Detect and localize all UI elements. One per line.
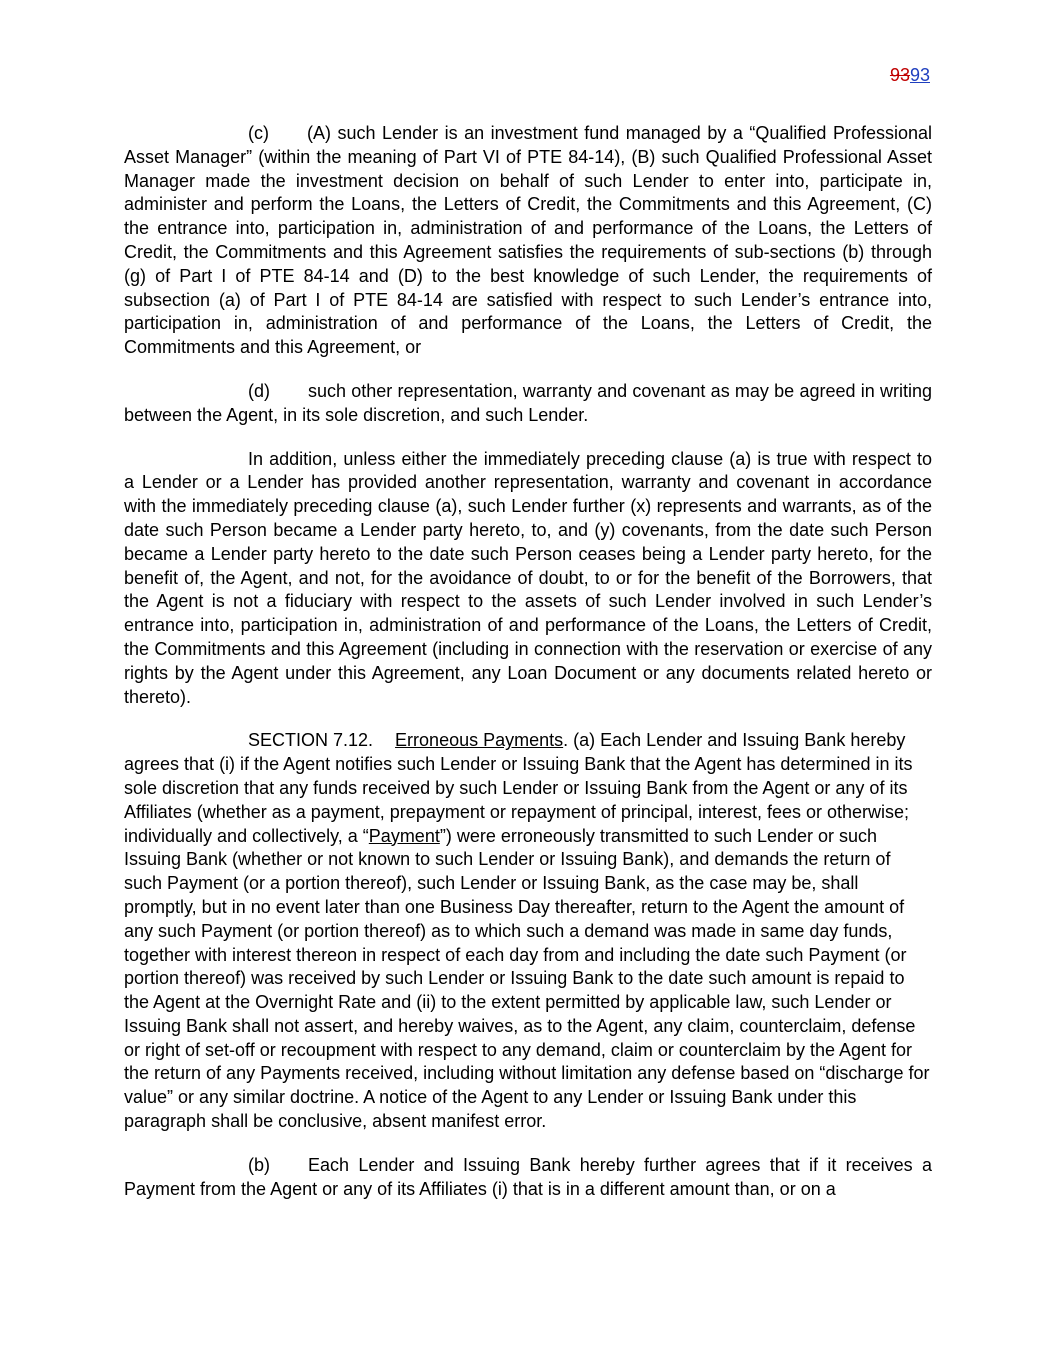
section-text-part-1: . (a) Each Lender and Issuing Bank hereby agrees that (i) if the Agent notifies such Lender or Issuing Bank that the Agent has determined in its sole discretion that any funds received by such Lender or Issuing Bank from the Agent or any of its Affiliates (whether as a payment, prepayment or repayment of principal, interest, fees or otherwise; individually and collectively, a “ bbox=[124, 730, 913, 846]
paragraph-d bbox=[124, 380, 932, 428]
document-body bbox=[124, 122, 932, 1221]
paragraph-b-label: (b) bbox=[248, 1154, 270, 1175]
page-number-inserted: 93 bbox=[909, 65, 930, 85]
paragraph-in-addition bbox=[124, 448, 932, 710]
paragraph-d-text: such other representation, warranty and covenant as may be agreed in writing between the Agent, in its sole discretion, and such Lender. bbox=[124, 380, 932, 425]
section-title: Erroneous Payments bbox=[395, 730, 564, 751]
section-number: SECTION 7.12. bbox=[248, 730, 374, 751]
section-text-part-2: ”) were erroneously transmitted to such Lender or such Issuing Bank (whether or not known to such Lender or Issuing Bank), and demands the return of such Payment (or a portion thereof), such Lender or Issuing Bank, as the case may be, shall promptly, but in no event later than one Business Day thereafter, return to the Agent the amount of any such Payment (or portion thereof) as to which such a demand was made in same day funds, together with interest thereon in respect of each day from and including the date such Payment (or portion thereof) was received by such Lender or Issuing Bank to the date such amount is repaid to the Agent at the Overnight Rate and (ii) to the extent permitted by applicable law, such Lender or Issuing Bank shall not assert, and hereby waives, as to the Agent, any claim, counterclaim, defense or right of set-off or recoupment with respect to any demand, claim or counterclaim by the Agent for the return of any Payments received, including without limitation any defense based on “discharge for value” or any similar doctrine. A notice of the Agent to any Lender or Issuing Bank under this paragraph shall be conclusive, absent manifest error. bbox=[124, 825, 930, 1132]
defined-term-payment: Payment bbox=[368, 825, 440, 846]
paragraph-c bbox=[124, 122, 932, 360]
paragraph-c-text: (A) such Lender is an investment fund managed by a “Qualified Professional Asset Manager” (within the meaning of Part VI of PTE 84-14), (B) such Qualified Professional Asset Manager made the investment decision on behalf of such Lender to enter into, participate in, administer and perform the Loans, the Letters of Credit, the Commitments and this Agreement, (C) the entrance into, participation in, administration of and performance of the Loans, the Letters of Credit, the Commitments and this Agreement satisfies the requirements of sub-sections (b) through (g) of Part I of PTE 84-14 and (D) to the best knowledge of such Lender, the requirements of subsection (a) of Part I of PTE 84-14 are satisfied with respect to such Lender’s entrance into, participation in, administration of and performance of the Loans, the Letters of Credit, the Commitments and this Agreement, or bbox=[124, 123, 932, 358]
paragraph-b-text: Each Lender and Issuing Bank hereby further agrees that if it receives a Payment from the Agent or any of its Affiliates (i) that is in a different amount than, or on a bbox=[124, 1154, 932, 1199]
paragraph-in-addition-text: In addition, unless either the immediately preceding clause (a) is true with respect to a Lender or a Lender has provided another representation, warranty and covenant in accordance with the immediately preceding clause (a), such Lender further (x) represents and warrants, as of the date such Person became a Lender party hereto, to, and (y) covenants, from the date such Person became a Lender party hereto to the date such Person ceases being a Lender party hereto, for the benefit of, the Agent, and not, for the avoidance of doubt, to or for the benefit of the Borrowers, that the Agent is not a fiduciary with respect to the assets of such Lender involved in such Lender’s entrance into, participation in, administration of and performance of the Loans, the Letters of Credit, the Commitments and this Agreement (including in connection with the reservation or exercise of any rights by the Agent under this Agreement, any Loan Document or any documents related hereto or thereto). bbox=[124, 448, 932, 707]
paragraph-d-label: (d) bbox=[248, 380, 270, 401]
paragraph-c-label: (c) bbox=[248, 123, 269, 143]
page-number bbox=[890, 64, 930, 86]
paragraph-b bbox=[124, 1154, 932, 1202]
section-7-12 bbox=[124, 729, 932, 1134]
page-number-deleted: 93 bbox=[889, 65, 910, 85]
